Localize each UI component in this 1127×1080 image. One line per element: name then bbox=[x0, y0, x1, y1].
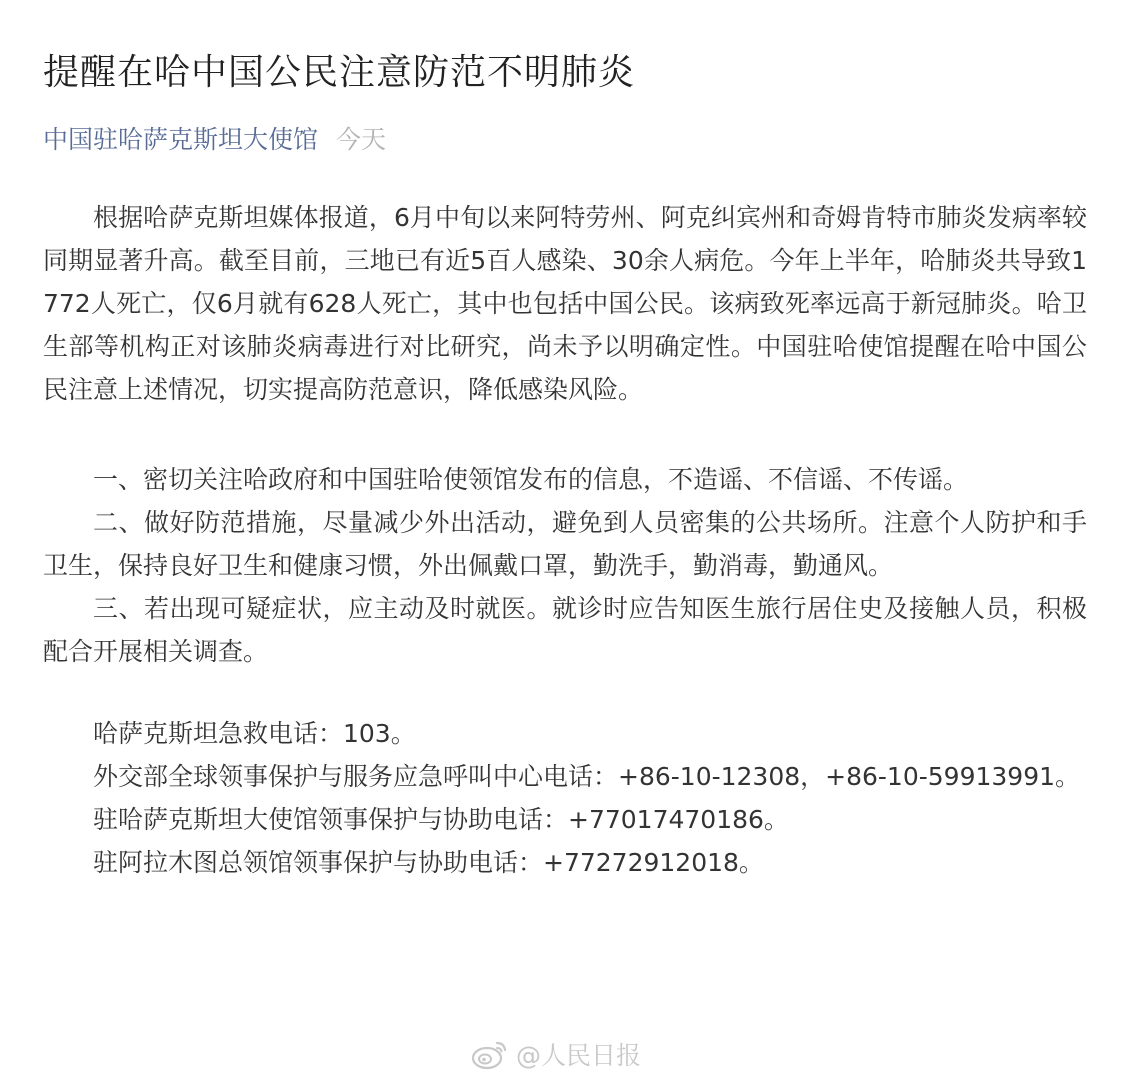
contact-almaty-consulate: 驻阿拉木图总领馆领事保护与协助电话：+77272912018。 bbox=[93, 848, 764, 877]
article-meta bbox=[43, 118, 1087, 162]
author-link[interactable]: 中国驻哈萨克斯坦大使馆 bbox=[43, 125, 319, 154]
article-content bbox=[43, 196, 1087, 884]
publish-date: 今天 bbox=[336, 125, 387, 154]
article-title: 提醒在哈中国公民注意防范不明肺炎 bbox=[43, 52, 636, 93]
intro-paragraph: 根据哈萨克斯坦媒体报道，6月中旬以来阿特劳州、阿克纠宾州和奇姆肯特市肺炎发病率较同期显著升高。截至目前，三地已有近5百人感染、30余人病危。今年上半年，哈肺炎共导致1772人死亡，仅6月就有628人死亡，其中也包括中国公民。该病致死率远高于新冠肺炎。哈卫生部等机构正对该肺炎病毒进行对比研究，尚未予以明确定性。中国驻哈使馆提醒在哈中国公民注意上述情况，切实提高防范意识，降低感染风险。 bbox=[43, 203, 1087, 404]
contact-emergency: 哈萨克斯坦急救电话：103。 bbox=[93, 719, 416, 748]
watermark bbox=[470, 1034, 641, 1074]
point-paragraph-3: 三、若出现可疑症状，应主动及时就医。就诊时应告知医生旅行居住史及接触人员，积极配合开展相关调查。 bbox=[43, 594, 1087, 666]
point-paragraph-1: 一、密切关注哈政府和中国驻哈使领馆发布的信息，不造谣、不信谣、不传谣。 bbox=[93, 465, 969, 494]
article bbox=[43, 0, 1087, 884]
contact-embassy: 驻哈萨克斯坦大使馆领事保护与协助电话：+77017470186。 bbox=[93, 805, 789, 834]
paragraph-gap bbox=[43, 411, 1087, 458]
paragraph-gap bbox=[43, 673, 1087, 712]
contact-mfa-hotline: 外交部全球领事保护与服务应急呼叫中心电话：+86-10-12308，+86-10-59913991。 bbox=[93, 762, 1081, 791]
watermark-text: @人民日报 bbox=[516, 1041, 642, 1070]
weibo-icon bbox=[470, 1038, 510, 1070]
point-paragraph-2: 二、做好防范措施，尽量减少外出活动，避免到人员密集的公共场所。注意个人防护和手卫生，保持良好卫生和健康习惯，外出佩戴口罩，勤洗手，勤消毒，勤通风。 bbox=[43, 508, 1087, 580]
